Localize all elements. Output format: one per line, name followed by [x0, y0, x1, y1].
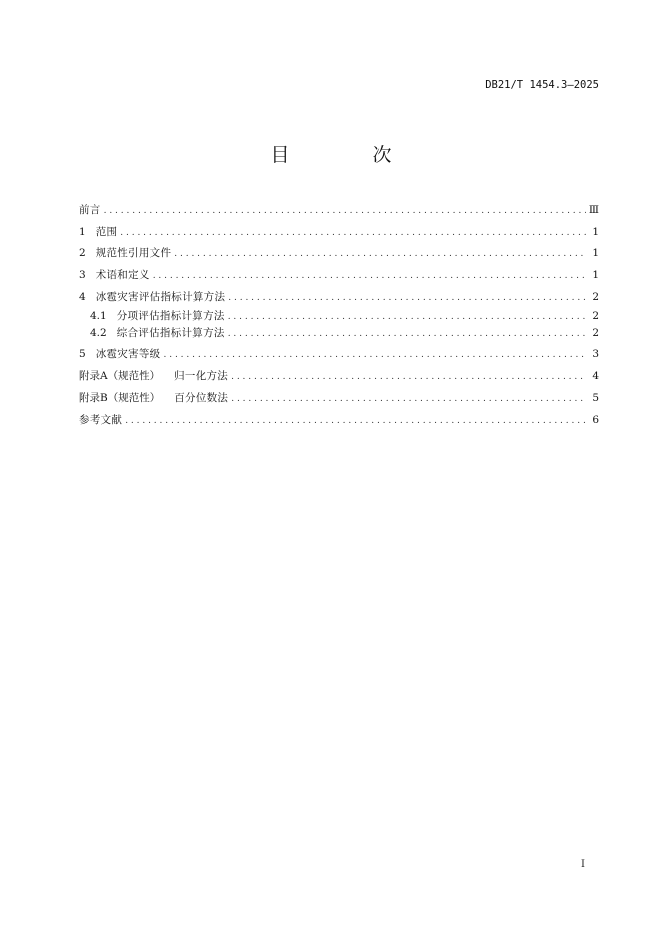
toc-leader-dots — [174, 244, 586, 266]
toc-leader-dots — [228, 309, 586, 326]
toc-entry-page: 4 — [592, 370, 599, 383]
toc-entry-number: 4.2 — [90, 327, 107, 340]
toc-entry-page: 1 — [592, 269, 599, 282]
toc-leader-dots — [228, 326, 586, 343]
toc-leader-dots — [231, 367, 586, 389]
toc-entry-page: 1 — [592, 247, 599, 260]
standard-code: DB21/T 1454.3—2025 — [485, 79, 599, 91]
toc-leader-dots — [120, 223, 586, 245]
toc-leader-dots — [104, 201, 586, 223]
toc-entry-label: 百分位数法 — [174, 391, 229, 404]
toc-entry-number: 5 — [79, 348, 86, 361]
toc-entry-page: 5 — [592, 391, 599, 404]
toc-entry-page: 2 — [592, 290, 599, 303]
toc-entry-page: 3 — [592, 348, 599, 361]
page-title: 目 次 — [270, 144, 424, 166]
toc-entry-page: 6 — [592, 413, 599, 426]
toc-entry-label: 术语和定义 — [95, 269, 150, 282]
toc-entry-number: 4.1 — [90, 310, 107, 323]
toc-entry-appendix-a[interactable] — [79, 366, 599, 388]
toc-entry-label: 冰雹灾害等级 — [95, 348, 161, 361]
toc-entry-number: 4 — [79, 290, 86, 303]
toc-entry-disaster-grade[interactable] — [79, 344, 599, 366]
toc-entry-number: 附录B（规范性） — [79, 391, 161, 404]
toc-entry-number: 1 — [79, 225, 86, 238]
toc-entry-composite-calc[interactable] — [79, 325, 599, 342]
toc-entry-normative-references[interactable] — [79, 243, 599, 265]
toc-entry-page: 2 — [592, 327, 599, 340]
toc-entry-number: 附录A（规范性） — [79, 370, 161, 383]
toc-entry-label: 参考文献 — [79, 413, 123, 426]
toc-entry-label: 综合评估指标计算方法 — [116, 327, 225, 340]
toc-entry-page: 1 — [592, 225, 599, 238]
toc-entry-foreword[interactable] — [79, 200, 599, 222]
toc-entry-number: 3 — [79, 269, 86, 282]
toc-entry-number: 2 — [79, 247, 86, 260]
toc-entry-page: 2 — [592, 310, 599, 323]
page-number: I — [581, 859, 585, 870]
toc-entry-label: 规范性引用文件 — [95, 247, 172, 260]
toc-entry-label: 冰雹灾害评估指标计算方法 — [95, 290, 226, 303]
toc-entry-label: 范围 — [95, 225, 118, 238]
toc-entry-label: 前言 — [79, 204, 101, 216]
toc-entry-calc-methods[interactable] — [79, 287, 599, 309]
toc-entry-item-calc[interactable] — [79, 308, 599, 325]
toc-entry-label: 归一化方法 — [174, 370, 229, 383]
toc-entry-terms[interactable] — [79, 265, 599, 287]
table-of-contents — [79, 200, 599, 431]
toc-leader-dots — [164, 345, 587, 367]
toc-entry-appendix-b[interactable] — [79, 388, 599, 410]
toc-leader-dots — [125, 411, 586, 433]
toc-entry-page: Ⅲ — [588, 204, 599, 216]
toc-leader-dots — [231, 389, 586, 411]
toc-leader-dots — [228, 288, 586, 310]
toc-entry-scope[interactable] — [79, 222, 599, 244]
toc-entry-bibliography[interactable] — [79, 410, 599, 432]
toc-entry-label: 分项评估指标计算方法 — [116, 310, 225, 323]
toc-leader-dots — [153, 266, 586, 288]
